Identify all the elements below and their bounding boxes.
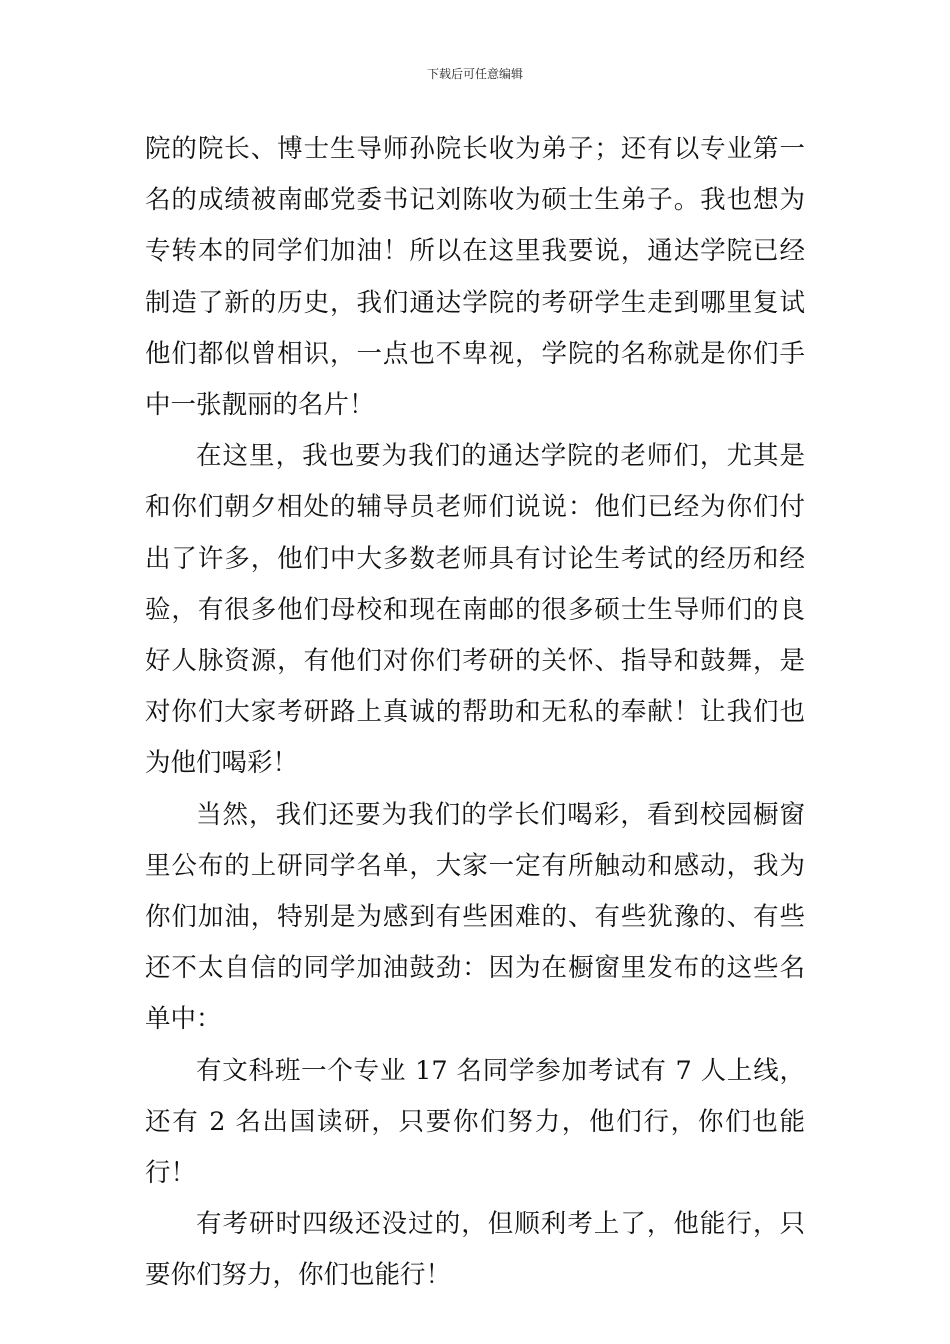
document-body xyxy=(145,124,805,1302)
paragraph-seniors: 当然，我们还要为我们的学长们喝彩，看到校园橱窗里公布的上研同学名单，大家一定有所触动和感动，我为你们加油，特别是为感到有些困难的、有些犹豫的、有些还不太自信的同学加油鼓劲：因为在橱窗里发布的这些名单中： xyxy=(145,799,805,1035)
paragraph-continued: 院的院长、博士生导师孙院长收为弟子；还有以专业第一名的成绩被南邮党委书记刘陈收为硕士生弟子。我也想为专转本的同学们加油！所以在这里我要说，通达学院已经制造了新的历史，我们通达学院的考研学生走到哪里复试他们都似曾相识，一点也不卑视，学院的名称就是你们手中一张靓丽的名片！ xyxy=(145,134,805,421)
paragraph-cet4: 有考研时四级还没过的，但顺利考上了，他能行，只要你们努力，你们也能行！ xyxy=(145,1209,805,1291)
page-header: 下载后可任意编辑 xyxy=(426,67,523,81)
paragraph-liberal-arts: 有文科班一个专业 17 名同学参加考试有 7 人上线，还有 2 名出国读研，只要你们努力，他们行，你们也能行！ xyxy=(145,1055,805,1189)
paragraph-teachers: 在这里，我也要为我们的通达学院的老师们，尤其是和你们朝夕相处的辅导员老师们说说：他们已经为你们付出了许多，他们中大多数老师具有讨论生考试的经历和经验，有很多他们母校和现在南邮的很多硕士生导师们的良好人脉资源，有他们对你们考研的关怀、指导和鼓舞，是对你们大家考研路上真诚的帮助和无私的奉献！让我们也为他们喝彩！ xyxy=(145,441,805,779)
